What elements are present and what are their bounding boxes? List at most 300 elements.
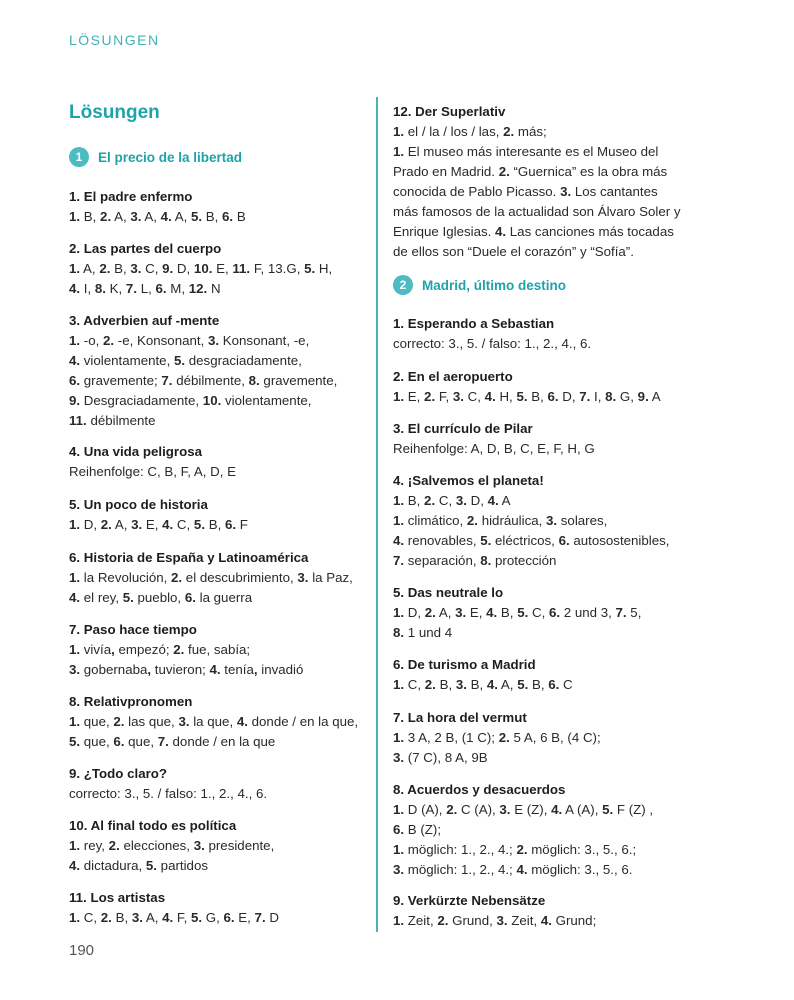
answer-number: 5. bbox=[190, 910, 203, 925]
answer-text: el descubrimiento, bbox=[182, 570, 298, 585]
answer-line bbox=[393, 439, 595, 459]
answer-line bbox=[393, 182, 681, 202]
answer-text: correcto: 3., 5. / falso: 1., 2., 4., 6. bbox=[69, 786, 268, 801]
exercise-title: 2. En el aeropuerto bbox=[393, 369, 513, 384]
answer-number: 10. bbox=[193, 261, 213, 276]
exercise-block bbox=[69, 239, 332, 299]
answer-text: F, 13.G, bbox=[250, 261, 305, 276]
answer-number: 9. bbox=[69, 393, 81, 408]
answer-text: A, bbox=[111, 517, 132, 532]
answer-text: A bbox=[648, 389, 661, 404]
exercise-block bbox=[69, 692, 358, 752]
answer-number: 10. bbox=[202, 393, 222, 408]
exercise-block bbox=[393, 891, 596, 931]
answer-number: 3. bbox=[393, 750, 405, 765]
answer-number: 2. bbox=[424, 605, 436, 620]
answer-text: C, bbox=[404, 677, 425, 692]
answer-text: D, bbox=[558, 389, 580, 404]
answer-line bbox=[393, 222, 681, 242]
exercise-block bbox=[393, 583, 641, 643]
answer-text: B bbox=[233, 209, 246, 224]
answer-number: 11. bbox=[69, 413, 87, 428]
answer-text: donde / en la que bbox=[168, 734, 276, 749]
answer-number: 2. bbox=[100, 910, 112, 925]
exercise-title: 8. Acuerdos y desacuerdos bbox=[393, 782, 566, 797]
answer-number: 11. bbox=[232, 261, 251, 276]
answer-number: 6. bbox=[113, 734, 125, 749]
answer-text: N bbox=[207, 281, 221, 296]
answer-number: 2. bbox=[100, 517, 112, 532]
answer-number: 5. bbox=[517, 605, 529, 620]
answer-text: solares, bbox=[557, 513, 608, 528]
answer-text: möglich: 1., 2., 4.; bbox=[404, 842, 517, 857]
answer-text: I, bbox=[80, 281, 95, 296]
answer-line bbox=[69, 732, 358, 752]
answer-number: 4. bbox=[162, 517, 174, 532]
answer-number: 1. bbox=[393, 124, 405, 139]
answer-line bbox=[393, 603, 641, 623]
answer-text: B, bbox=[404, 493, 425, 508]
answer-text: más; bbox=[514, 124, 547, 139]
answer-number: 1. bbox=[69, 714, 81, 729]
exercise-title: 12. Der Superlativ bbox=[393, 104, 506, 119]
answer-number: 1. bbox=[393, 144, 405, 159]
answer-text: El museo más interesante es el Museo del bbox=[404, 144, 659, 159]
answer-text: 2 und 3, bbox=[560, 605, 616, 620]
exercise-title: 4. Una vida peligrosa bbox=[69, 444, 203, 459]
answer-text: D, bbox=[404, 605, 425, 620]
answer-number: 3. bbox=[178, 714, 190, 729]
answer-number: 5. bbox=[304, 261, 316, 276]
answer-text: desgraciadamente, bbox=[185, 353, 302, 368]
answer-number: 3. bbox=[455, 493, 467, 508]
answer-number: 1. bbox=[393, 913, 405, 928]
exercise-title: 10. Al final todo es política bbox=[69, 818, 237, 833]
answer-number: 3. bbox=[393, 862, 405, 877]
exercise-title: 9. Verkürzte Nebensätze bbox=[393, 893, 546, 908]
answer-text: C, bbox=[435, 493, 456, 508]
answer-number: 2. bbox=[173, 642, 185, 657]
answer-text: el / la / los / las, bbox=[404, 124, 504, 139]
answer-text: la que, bbox=[189, 714, 237, 729]
answer-number: 4. bbox=[69, 590, 81, 605]
answer-number: 3. bbox=[131, 517, 143, 532]
answer-line bbox=[69, 660, 303, 680]
answer-text: D, bbox=[173, 261, 194, 276]
answer-text: renovables, bbox=[404, 533, 481, 548]
answer-number: 5. bbox=[69, 734, 81, 749]
answer-number: , bbox=[253, 662, 258, 677]
answer-number: 3. bbox=[131, 910, 143, 925]
answer-line bbox=[69, 588, 353, 608]
answer-text: B, bbox=[205, 517, 225, 532]
answer-number: 5. bbox=[480, 533, 492, 548]
answer-text: donde / en la que, bbox=[247, 714, 359, 729]
answer-text: 5, bbox=[626, 605, 642, 620]
answer-number: 7. bbox=[157, 734, 169, 749]
answer-number: 3. bbox=[560, 184, 572, 199]
answer-number: 6. bbox=[222, 209, 234, 224]
answer-number: 2. bbox=[516, 842, 528, 857]
section-heading-1 bbox=[69, 147, 242, 167]
answer-number: 3. bbox=[455, 605, 467, 620]
answer-number: 8. bbox=[94, 281, 106, 296]
answer-text: C, bbox=[528, 605, 549, 620]
answer-text: Grund, bbox=[448, 913, 497, 928]
answer-text: Desgraciadamente, bbox=[80, 393, 203, 408]
answer-number: 7. bbox=[125, 281, 138, 296]
answer-line bbox=[393, 202, 681, 222]
answer-number: 6. bbox=[224, 517, 237, 532]
answer-number: 1. bbox=[393, 730, 405, 745]
answer-text: Zeit, bbox=[507, 913, 541, 928]
answer-text: (7 C), 8 A, 9B bbox=[404, 750, 488, 765]
answer-line bbox=[69, 259, 332, 279]
answer-text: A bbox=[498, 493, 511, 508]
answer-number: 3. bbox=[207, 333, 220, 348]
answer-number: 9. bbox=[637, 389, 649, 404]
answer-number: 1. bbox=[69, 838, 81, 853]
answer-text: Grund; bbox=[551, 913, 597, 928]
answer-text: F bbox=[236, 517, 248, 532]
answer-text: B, bbox=[527, 389, 548, 404]
answer-number: 1. bbox=[69, 570, 81, 585]
answer-text: B, bbox=[202, 209, 223, 224]
answer-number: 1. bbox=[393, 389, 405, 404]
answer-number: 4. bbox=[209, 662, 221, 677]
exercise-block bbox=[393, 708, 601, 768]
answer-text: B, bbox=[435, 677, 456, 692]
answer-text: pueblo, bbox=[133, 590, 185, 605]
answer-line bbox=[393, 491, 669, 511]
answer-text: C, bbox=[80, 910, 101, 925]
answer-number: 1. bbox=[393, 493, 405, 508]
answer-number: 1. bbox=[393, 513, 405, 528]
answer-text: Enrique Iglesias. bbox=[393, 224, 495, 239]
answer-line bbox=[393, 531, 669, 551]
answer-number: 3. bbox=[69, 662, 81, 677]
answer-number: 7. bbox=[579, 389, 591, 404]
answer-text: A, bbox=[171, 209, 191, 224]
answer-text: A, bbox=[435, 605, 456, 620]
answer-text: protección bbox=[491, 553, 557, 568]
answer-line bbox=[393, 142, 681, 162]
answer-text: möglich: 1., 2., 4.; bbox=[404, 862, 517, 877]
answer-line bbox=[69, 462, 236, 482]
exercise-title: 4. ¡Salvemos el planeta! bbox=[393, 473, 544, 488]
exercise-block bbox=[393, 655, 573, 695]
answer-number: 4. bbox=[393, 533, 405, 548]
answer-text: C, bbox=[141, 261, 163, 276]
answer-line bbox=[393, 860, 653, 880]
exercise-block bbox=[69, 620, 303, 680]
section-number-badge: 2 bbox=[393, 275, 413, 295]
answer-text: la Paz, bbox=[308, 570, 353, 585]
answer-text: D (A), bbox=[404, 802, 447, 817]
answer-text: hidráulica, bbox=[478, 513, 546, 528]
answer-line bbox=[69, 411, 337, 431]
answer-text: B, bbox=[466, 677, 487, 692]
answer-number: 3. bbox=[455, 677, 467, 692]
answer-number: 4. bbox=[551, 802, 563, 817]
exercise-block bbox=[393, 102, 681, 262]
answer-number: 4. bbox=[160, 209, 172, 224]
answer-text: B, bbox=[110, 261, 131, 276]
answer-text: 5 A, 6 B, (4 C); bbox=[509, 730, 601, 745]
answer-line bbox=[69, 391, 337, 411]
answer-number: 5. bbox=[602, 802, 614, 817]
answer-text: I, bbox=[590, 389, 606, 404]
answer-text: B, bbox=[497, 605, 518, 620]
answer-number: 1. bbox=[69, 209, 81, 224]
answer-line bbox=[393, 122, 681, 142]
answer-number: 4. bbox=[69, 858, 81, 873]
answer-text: gravemente; bbox=[80, 373, 162, 388]
answer-text: F (Z) , bbox=[613, 802, 654, 817]
answer-line bbox=[393, 162, 681, 182]
answer-text: débilmente, bbox=[172, 373, 249, 388]
exercise-block bbox=[69, 888, 279, 928]
answer-text: tenía bbox=[220, 662, 254, 677]
exercise-block bbox=[69, 495, 248, 535]
answer-text: la Revolución, bbox=[80, 570, 172, 585]
answer-number: 3. bbox=[499, 802, 511, 817]
answer-number: 8. bbox=[248, 373, 260, 388]
answer-line bbox=[69, 371, 337, 391]
answer-text: separación, bbox=[404, 553, 481, 568]
answer-number: 3. bbox=[297, 570, 309, 585]
answer-line bbox=[393, 800, 653, 820]
answer-line bbox=[393, 623, 641, 643]
answer-number: 5. bbox=[193, 517, 206, 532]
answer-number: 4. bbox=[69, 353, 81, 368]
answer-number: 5. bbox=[173, 353, 186, 368]
answer-line bbox=[69, 351, 337, 371]
exercise-title: 1. Esperando a Sebastian bbox=[393, 316, 555, 331]
answer-number: 1. bbox=[393, 842, 405, 857]
section-label: El precio de la libertad bbox=[98, 149, 243, 165]
answer-line bbox=[69, 279, 332, 299]
answer-line bbox=[69, 908, 279, 928]
answer-line bbox=[69, 712, 358, 732]
answer-number: 4. bbox=[486, 677, 498, 692]
answer-text: K, bbox=[105, 281, 126, 296]
answer-number: 3. bbox=[130, 261, 142, 276]
answer-text: F, bbox=[173, 910, 191, 925]
answer-line bbox=[393, 551, 669, 571]
answer-text: -e, Konsonant, bbox=[114, 333, 208, 348]
answer-text: B, bbox=[111, 910, 132, 925]
answer-text: E, bbox=[212, 261, 233, 276]
page-title: Lösungen bbox=[69, 102, 160, 123]
answer-text: F, bbox=[435, 389, 453, 404]
answer-text: E, bbox=[142, 517, 163, 532]
answer-text: tuvieron; bbox=[151, 662, 210, 677]
answer-text: A, bbox=[142, 910, 163, 925]
answer-text: C, bbox=[173, 517, 194, 532]
answer-number: 7. bbox=[393, 553, 405, 568]
answer-line bbox=[393, 511, 669, 531]
answer-number: 3. bbox=[496, 913, 508, 928]
answer-text: 3 A, 2 B, (1 C); bbox=[404, 730, 499, 745]
answer-text: G, bbox=[202, 910, 224, 925]
answer-line bbox=[393, 748, 601, 768]
answer-number: 4. bbox=[69, 281, 81, 296]
exercise-title: 11. Los artistas bbox=[69, 890, 166, 905]
answer-number: 4. bbox=[162, 910, 174, 925]
answer-text: empezó; bbox=[114, 642, 174, 657]
answer-line bbox=[69, 836, 274, 856]
answer-number: 6. bbox=[393, 822, 405, 837]
answer-text: C bbox=[559, 677, 573, 692]
answer-text: rey, bbox=[80, 838, 109, 853]
exercise-title: 3. Adverbien auf -mente bbox=[69, 313, 220, 328]
answer-text: débilmente bbox=[86, 413, 156, 428]
answer-text: möglich: 3., 5., 6.; bbox=[527, 842, 637, 857]
answer-number: 5. bbox=[516, 389, 528, 404]
section-number-badge: 1 bbox=[69, 147, 89, 167]
answer-text: Los cantantes bbox=[571, 184, 658, 199]
answer-number: 6. bbox=[558, 533, 570, 548]
answer-text: dictadura, bbox=[80, 858, 146, 873]
answer-text: -o, bbox=[80, 333, 103, 348]
answer-line bbox=[393, 728, 601, 748]
answer-text: D, bbox=[466, 493, 488, 508]
answer-number: 9. bbox=[162, 261, 174, 276]
answer-number: 2. bbox=[498, 164, 510, 179]
exercise-block bbox=[69, 311, 337, 431]
answer-number: 6. bbox=[184, 590, 196, 605]
running-header: LÖSUNGEN bbox=[69, 32, 160, 48]
exercise-block bbox=[69, 442, 236, 482]
answer-number: 2. bbox=[424, 389, 436, 404]
answer-text: M, bbox=[166, 281, 189, 296]
answer-number: 3. bbox=[193, 838, 205, 853]
exercise-title: 1. El padre enfermo bbox=[69, 189, 193, 204]
answer-text: de ellos son “Duele el corazón” y “Sofía”. bbox=[393, 244, 634, 259]
page-number: 190 bbox=[69, 942, 95, 959]
exercise-title: 5. Das neutrale lo bbox=[393, 585, 504, 600]
answer-text: E, bbox=[404, 389, 425, 404]
answer-text: violentamente, bbox=[80, 353, 174, 368]
answer-number: 5. bbox=[517, 677, 529, 692]
answer-number: 8. bbox=[605, 389, 617, 404]
answer-line bbox=[69, 784, 267, 804]
exercise-block bbox=[69, 548, 353, 608]
answer-line bbox=[393, 387, 661, 407]
answer-number: 2. bbox=[103, 333, 115, 348]
answer-number: 6. bbox=[548, 677, 560, 692]
exercise-block bbox=[393, 314, 591, 354]
answer-text: Konsonant, -e, bbox=[219, 333, 310, 348]
column-divider bbox=[376, 97, 378, 932]
answer-number: 7. bbox=[254, 910, 266, 925]
answer-number: 1. bbox=[69, 333, 81, 348]
answer-line bbox=[393, 840, 653, 860]
answer-text: la guerra bbox=[195, 590, 253, 605]
answer-number: 3. bbox=[452, 389, 464, 404]
exercise-block bbox=[69, 764, 267, 804]
answer-line bbox=[69, 568, 353, 588]
answer-number: 1. bbox=[393, 677, 405, 692]
answer-text: B, bbox=[80, 209, 101, 224]
answer-number: 3. bbox=[546, 513, 558, 528]
answer-text: E, bbox=[234, 910, 255, 925]
exercise-block bbox=[393, 419, 595, 459]
exercise-title: 7. La hora del vermut bbox=[393, 710, 527, 725]
answer-text: climático, bbox=[404, 513, 467, 528]
section-label: Madrid, último destino bbox=[422, 277, 566, 293]
answer-text: invadió bbox=[257, 662, 304, 677]
answer-text: presidente, bbox=[204, 838, 275, 853]
answer-text: L, bbox=[137, 281, 156, 296]
answer-line bbox=[69, 207, 246, 227]
answer-number: 4. bbox=[236, 714, 248, 729]
answer-text: las que, bbox=[124, 714, 179, 729]
answer-number: 1. bbox=[69, 517, 81, 532]
answer-number: 4. bbox=[495, 224, 507, 239]
answer-text: violentamente, bbox=[221, 393, 312, 408]
answer-text: G, bbox=[616, 389, 638, 404]
section-heading-2 bbox=[393, 275, 566, 295]
answer-line bbox=[393, 675, 573, 695]
answer-line bbox=[393, 820, 653, 840]
exercise-title: 3. El currículo de Pilar bbox=[393, 421, 533, 436]
answer-text: correcto: 3., 5. / falso: 1., 2., 4., 6. bbox=[393, 336, 592, 351]
answer-number: 6. bbox=[548, 605, 561, 620]
answer-text: Reihenfolge: C, B, F, A, D, E bbox=[69, 464, 237, 479]
answer-text: B (Z); bbox=[404, 822, 442, 837]
answer-text: elecciones, bbox=[119, 838, 194, 853]
answer-text: más famosos de la actualidad son Álvaro Soler y bbox=[393, 204, 681, 219]
exercise-block bbox=[393, 780, 653, 880]
answer-number: 3. bbox=[130, 209, 142, 224]
answer-number: 2. bbox=[498, 730, 510, 745]
answer-text: C, bbox=[463, 389, 485, 404]
answer-number: 5. bbox=[145, 858, 157, 873]
exercise-title: 6. Historia de España y Latinoamérica bbox=[69, 550, 309, 565]
exercise-title: 9. ¿Todo claro? bbox=[69, 766, 168, 781]
answer-number: 2. bbox=[446, 802, 458, 817]
answer-text: el rey, bbox=[80, 590, 123, 605]
answer-number: 2. bbox=[171, 570, 183, 585]
answer-number: 5. bbox=[122, 590, 134, 605]
answer-text: que, bbox=[124, 734, 158, 749]
answer-number: 4. bbox=[540, 913, 552, 928]
answer-text: C (A), bbox=[457, 802, 500, 817]
answer-number: , bbox=[147, 662, 152, 677]
answer-text: A, bbox=[80, 261, 100, 276]
answer-text: Prado en Madrid. bbox=[393, 164, 499, 179]
answer-text: D bbox=[265, 910, 279, 925]
answer-number: 1. bbox=[69, 261, 81, 276]
answer-number: , bbox=[111, 642, 115, 657]
answer-number: 2. bbox=[466, 513, 478, 528]
answer-text: E, bbox=[466, 605, 487, 620]
answer-text: möglich: 3., 5., 6. bbox=[527, 862, 633, 877]
answer-line bbox=[393, 242, 681, 262]
answer-text: que, bbox=[80, 714, 114, 729]
answer-line bbox=[69, 515, 248, 535]
answer-number: 1. bbox=[393, 802, 405, 817]
answer-text: A, bbox=[497, 677, 518, 692]
answer-text: B, bbox=[528, 677, 549, 692]
exercise-block bbox=[69, 816, 274, 876]
exercise-block bbox=[393, 367, 661, 407]
answer-number: 4. bbox=[486, 605, 498, 620]
answer-text: H, bbox=[315, 261, 333, 276]
answer-number: 2. bbox=[100, 209, 112, 224]
